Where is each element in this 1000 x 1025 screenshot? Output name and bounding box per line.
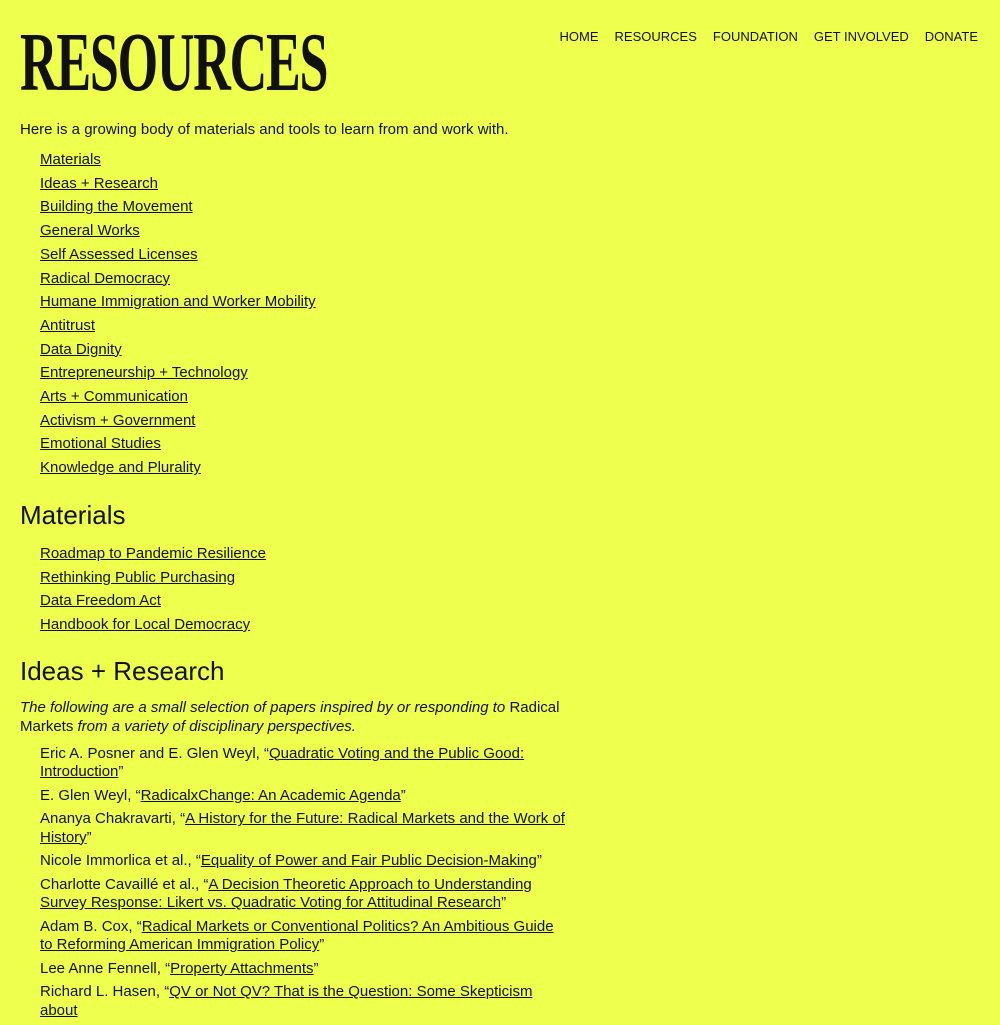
- toc-link-emotional-studies[interactable]: Emotional Studies: [40, 435, 161, 453]
- note-text-end: from a variety of disciplinary perspectives.: [77, 717, 356, 735]
- paper-authors: Eric A. Posner and E. Glen Weyl, “: [40, 744, 269, 762]
- paper-authors: Ananya Chakravarti, “: [40, 810, 186, 828]
- list-item: [40, 589, 568, 613]
- nav-resources[interactable]: RESOURCES: [614, 29, 697, 44]
- paper-authors: Lee Anne Fennell, “: [40, 959, 171, 977]
- top-nav: [560, 29, 978, 44]
- close-quote: ”: [501, 894, 507, 912]
- paper-title-link[interactable]: Radical Markets or Conventional Politics? An Ambitious Guide to Reforming American Immigration Policy: [40, 917, 554, 954]
- toc-item: [40, 219, 568, 243]
- toc-link-building-movement[interactable]: Building the Movement: [40, 198, 193, 216]
- close-quote: ”: [86, 828, 92, 846]
- toc-link-activism[interactable]: Activism + Government: [40, 411, 196, 429]
- paper-authors: Adam B. Cox, “: [40, 917, 142, 935]
- toc-link-materials[interactable]: Materials: [40, 151, 101, 168]
- close-quote: ”: [313, 959, 319, 977]
- toc-link-immigration[interactable]: Humane Immigration and Worker Mobility: [40, 293, 316, 311]
- toc-item: [40, 243, 568, 267]
- nav-home[interactable]: HOME: [559, 29, 599, 44]
- paper-item: [40, 918, 568, 955]
- paper-item: [40, 787, 568, 806]
- paper-title-link[interactable]: A Decision Theoretic Approach to Understanding Survey Response: Likert vs. Quadratic Voting for Attitudinal Research: [40, 875, 532, 912]
- list-item: [40, 566, 568, 590]
- paper-item: [40, 960, 568, 979]
- paper-authors: Richard L. Hasen, “: [40, 983, 170, 1001]
- toc-item: [40, 267, 568, 291]
- site-logo[interactable]: RESOURCES: [20, 16, 328, 109]
- close-quote: ”: [536, 852, 542, 870]
- toc-link-general-works[interactable]: General Works: [40, 222, 140, 240]
- material-link[interactable]: Handbook for Local Democracy: [40, 615, 251, 633]
- material-link[interactable]: Data Freedom Act: [40, 592, 161, 610]
- toc-link-antitrust[interactable]: Antitrust: [40, 316, 96, 334]
- nav-foundation[interactable]: FOUNDATION: [712, 29, 798, 44]
- material-link[interactable]: Roadmap to Pandemic Resilience: [40, 544, 266, 562]
- toc-item: [40, 172, 568, 196]
- toc-link-radical-democracy[interactable]: Radical Democracy: [40, 269, 171, 287]
- toc-item: [40, 456, 568, 480]
- toc-item: [40, 314, 568, 338]
- intro-text: Here is a growing body of materials and tools to learn from and work with.: [20, 121, 509, 138]
- paper-title-link[interactable]: A History for the Future: Radical Markets and the Work of History: [40, 810, 565, 846]
- paper-item: [40, 852, 568, 871]
- toc-item: [40, 432, 568, 456]
- materials-heading: Materials: [20, 499, 126, 530]
- paper-title-link[interactable]: QV or Not QV? That is the Question: Some Skepticism about: [40, 983, 533, 1019]
- paper-title-link[interactable]: RadicalxChange: An Academic Agenda: [140, 786, 401, 804]
- list-item: [40, 613, 568, 637]
- table-of-contents: [20, 148, 568, 480]
- paper-item: [40, 745, 568, 782]
- toc-link-knowledge-plurality[interactable]: Knowledge and Plurality: [40, 459, 201, 477]
- ideas-intro-note: [20, 698, 568, 736]
- toc-item: [40, 361, 568, 385]
- list-item: [40, 542, 568, 566]
- main-content: [20, 120, 568, 1025]
- paper-title-link[interactable]: Equality of Power and Fair Public Decision-Making: [200, 852, 537, 870]
- toc-link-ideas-research[interactable]: Ideas + Research: [40, 174, 158, 192]
- note-text-start: The following are a small selection of papers inspired by or responding to: [20, 698, 506, 716]
- toc-item: [40, 290, 568, 314]
- book-title: Radical Markets: [20, 698, 560, 735]
- toc-item: [40, 195, 568, 219]
- close-quote: ”: [118, 763, 124, 781]
- paper-item: [40, 876, 568, 913]
- toc-link-arts[interactable]: Arts + Communication: [40, 388, 188, 406]
- materials-list: [20, 542, 568, 637]
- nav-donate[interactable]: DONATE: [924, 29, 978, 44]
- paper-authors: Charlotte Cavaillé et al., “: [40, 875, 209, 893]
- paper-title-link[interactable]: Quadratic Voting and the Public Good: Introduction: [40, 744, 525, 781]
- close-quote: ”: [400, 786, 406, 804]
- paper-authors: E. Glen Weyl, “: [40, 786, 141, 804]
- paper-item: [40, 983, 568, 1020]
- ideas-research-heading: Ideas + Research: [20, 655, 225, 686]
- toc-item: [40, 409, 568, 433]
- toc-link-data-dignity[interactable]: Data Dignity: [40, 340, 122, 358]
- toc-item: [40, 148, 568, 172]
- material-link[interactable]: Rethinking Public Purchasing: [40, 568, 236, 586]
- toc-link-entrepreneurship[interactable]: Entrepreneurship + Technology: [40, 364, 248, 382]
- toc-item: [40, 338, 568, 362]
- paper-item: [40, 810, 568, 847]
- paper-title-link[interactable]: Property Attachments: [170, 959, 314, 977]
- nav-get-involved[interactable]: GET INVOLVED: [813, 29, 909, 44]
- papers-list: [20, 745, 568, 1021]
- toc-item: [40, 385, 568, 409]
- close-quote: ”: [319, 936, 325, 954]
- paper-authors: Nicole Immorlica et al., “: [40, 852, 201, 870]
- toc-link-self-assessed-licenses[interactable]: Self Assessed Licenses: [40, 245, 198, 263]
